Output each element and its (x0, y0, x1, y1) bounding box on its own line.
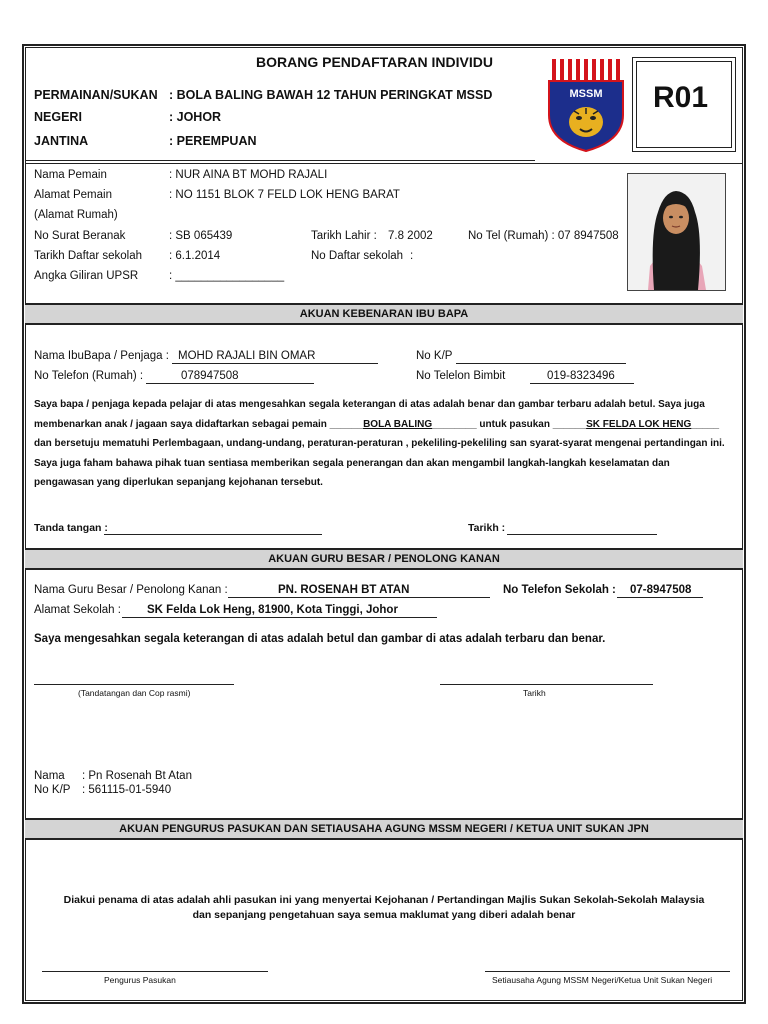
parent-name-line (172, 363, 378, 364)
parent-date-label: Tarikh : (468, 522, 506, 534)
secretary-sign-caption: Setiausaha Agung MSSM Negeri/Ketua Unit Sukan Negeri (492, 975, 713, 985)
upsr-value: : _________________ (169, 270, 285, 282)
player-address-label: Alamat Pemain (34, 189, 112, 201)
parent-declaration (34, 395, 734, 493)
school-reg-no-label: No Daftar sekolah (311, 250, 404, 262)
school-phone-value: 07-8947508 (630, 584, 692, 596)
manager-line-2: dan sepanjang pengetahuan saya semua maklumat yang diberi adalah benar (192, 909, 576, 921)
manager-section-band: AKUAN PENGURUS PASUKAN DAN SETIAUSAHA AGUNG MSSM NEGERI / KETUA UNIT SUKAN JPN (25, 818, 743, 840)
parent-para-2: membenarkan anak / jagaan saya didaftarkan sebagai pemain ______BOLA BALING________ untuk pasukan ______SK FELDA LOK HENG_____ (34, 418, 720, 430)
headteacher-sign-field[interactable] (34, 684, 234, 685)
headteacher-name-label: Nama Guru Besar / Penolong Kanan : (34, 584, 228, 596)
parent-section-band: AKUAN KEBENARAN IBU BAPA (25, 303, 743, 325)
dob-value: 7.8 2002 (388, 230, 433, 242)
headteacher-sign-caption: (Tandatangan dan Cop rasmi) (78, 688, 191, 698)
parent-phone-label: No Telefon (Rumah) : (34, 370, 144, 382)
school-address-value: SK Felda Lok Heng, 81900, Kota Tinggi, Johor (147, 604, 398, 616)
home-phone: No Tel (Rumah) : 07 8947508 (468, 230, 619, 242)
player-address-value: : NO 1151 BLOK 7 FELD LOK HENG BARAT (169, 189, 400, 201)
parent-para-1: Saya bapa / penjaga kepada pelajar di atas mengesahkan segala keterangan di atas adalah benar dan gambar terbaru adalah betul. Saya juga (34, 399, 705, 410)
headteacher-nama-value: : Pn Rosenah Bt Atan (82, 770, 192, 782)
manager-sign-field[interactable] (42, 971, 268, 972)
form-title: BORANG PENDAFTARAN INDIVIDU (256, 54, 493, 70)
player-address-note: (Alamat Rumah) (34, 209, 118, 221)
upsr-label: Angka Giliran UPSR (34, 270, 139, 282)
parent-mobile-line (530, 383, 634, 384)
sport-value: : BOLA BALING BAWAH 12 TAHUN PERINGKAT MSSD (169, 88, 493, 102)
form-code: R01 (653, 81, 709, 114)
header-divider-2 (25, 163, 743, 164)
parent-para-team: SK FELDA LOK HENG (586, 418, 692, 430)
parent-date-field[interactable] (507, 534, 657, 535)
school-address-line (122, 617, 437, 618)
state-label: NEGERI (34, 110, 82, 124)
player-name-value: : NUR AINA BT MOHD RAJALI (169, 169, 328, 181)
gender-value: : PEREMPUAN (169, 134, 257, 148)
school-address-label: Alamat Sekolah : (34, 604, 121, 616)
parent-phone-line (146, 383, 314, 384)
birth-cert-label: No Surat Beranak (34, 230, 126, 242)
headteacher-name-line (228, 597, 490, 598)
school-phone-label: No Telefon Sekolah : (503, 584, 616, 596)
header-divider (25, 160, 535, 161)
gender-label: JANTINA (34, 134, 89, 148)
headteacher-statement: Saya mengesahkan segala keterangan di atas adalah betul dan gambar di atas adalah terbaru dan benar. (34, 633, 606, 645)
parent-para-3: dan bersetuju mematuhi Perlembagaan, undang-undang, peraturan-peraturan , pekeliling-pekeliling san syarat-syarat mengenai pertandingan ini. (34, 438, 725, 449)
parent-para-4: Saya juga faham bahawa pihak tuan sentiasa memberikan segala penerangan dan akan mengambil langkah-langkah keselamatan dan (34, 457, 670, 469)
manager-line-1: Diakui penama di atas adalah ahli pasukan ini yang menyertai Kejohanan / Pertandingan Majlis Sukan Sekolah-Sekolah Malaysia (63, 894, 705, 906)
player-name-label: Nama Pemain (34, 169, 107, 181)
school-phone-line (617, 597, 703, 598)
school-reg-date-value: : 6.1.2014 (169, 250, 221, 262)
headteacher-date-field[interactable] (440, 684, 653, 685)
parent-sign-label: Tanda tangan : (34, 522, 108, 534)
school-reg-date-label: Tarikh Daftar sekolah (34, 250, 143, 262)
person-photo-icon (628, 174, 725, 290)
secretary-sign-field[interactable] (485, 971, 730, 972)
headteacher-nama-label: Nama (34, 770, 65, 782)
parent-para-sport: BOLA BALING (363, 418, 433, 430)
headteacher-kp-label: No K/P (34, 784, 71, 796)
parent-sign-field[interactable] (104, 534, 322, 535)
parent-name-label: Nama IbuBapa / Penjaga : (34, 350, 169, 362)
parent-kp-field[interactable] (456, 363, 626, 364)
dob-label: Tarikh Lahir : (311, 230, 377, 242)
parent-mobile-value: 019-8323496 (547, 370, 615, 382)
parent-name-value: MOHD RAJALI BIN OMAR (178, 350, 316, 362)
state-value: : JOHOR (169, 110, 222, 124)
parent-para-5: pengawasan yang diperlukan sepanjang kejohanan tersebut. (34, 477, 323, 488)
sport-label: PERMAINAN/SUKAN (34, 88, 158, 102)
parent-phone-value: 078947508 (181, 370, 239, 382)
parent-kp-label: No K/P (416, 350, 453, 362)
player-photo (627, 173, 726, 291)
logo-text: MSSM (569, 88, 603, 100)
headteacher-name-value: PN. ROSENAH BT ATAN (278, 584, 410, 596)
manager-declaration (30, 893, 738, 923)
manager-sign-caption: Pengurus Pasukan (104, 975, 176, 985)
headteacher-date-caption: Tarikh (523, 688, 546, 698)
headteacher-section-band: AKUAN GURU BESAR / PENOLONG KANAN (25, 548, 743, 570)
school-reg-no-value: : (410, 250, 414, 262)
logo-stripes (552, 59, 620, 81)
headteacher-kp-value: : 561115-01-5940 (82, 784, 172, 796)
birth-cert-value: : SB 065439 (169, 230, 233, 242)
parent-mobile-label: No Telelon Bimbit (416, 370, 506, 382)
mssm-logo (546, 55, 626, 153)
